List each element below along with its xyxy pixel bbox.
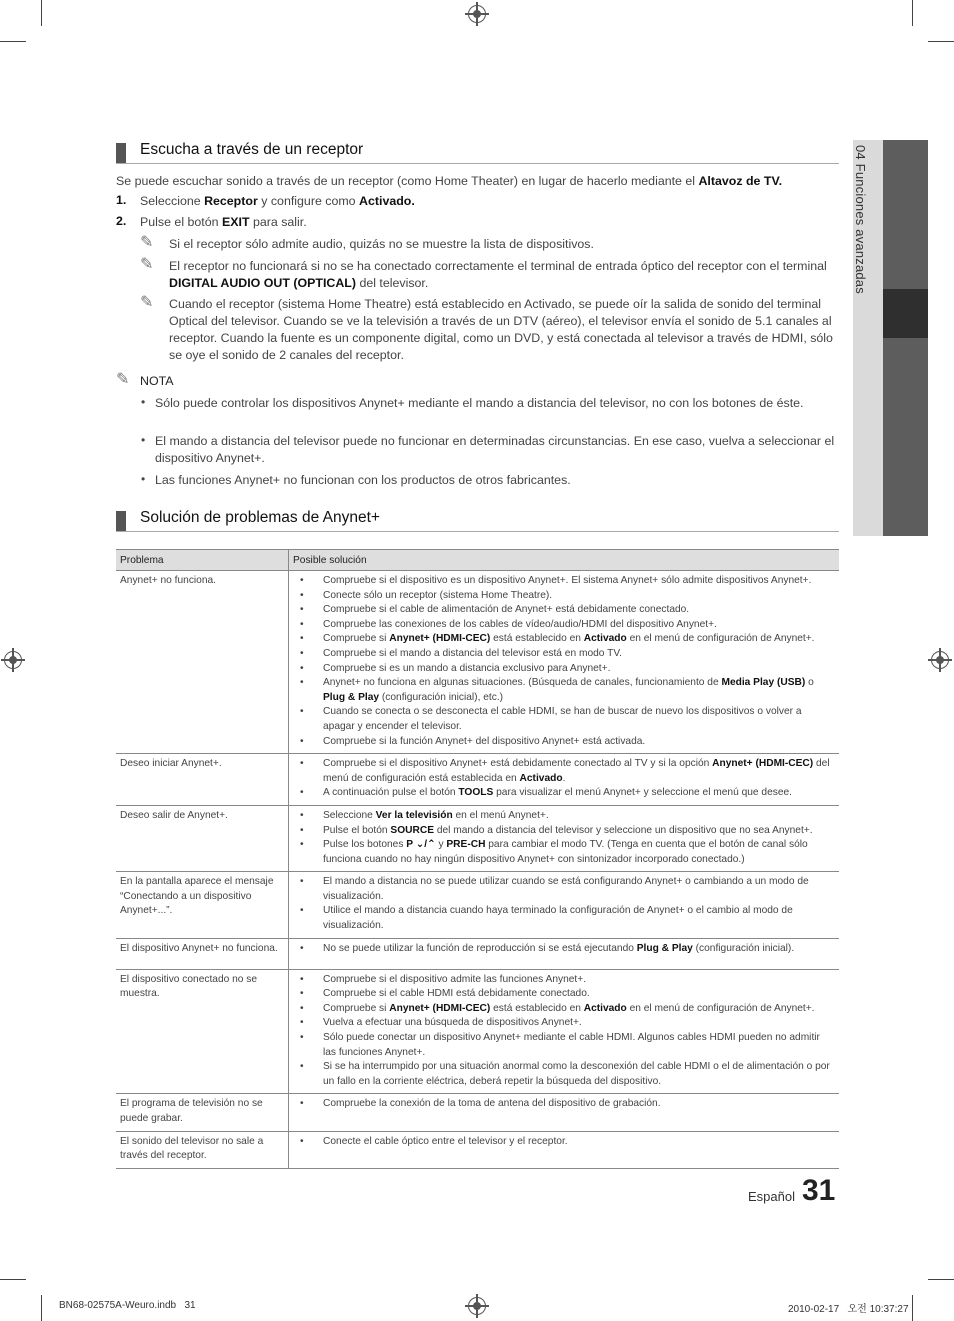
section-heading bbox=[116, 509, 839, 532]
problem-cell: Deseo salir de Anynet+. bbox=[116, 805, 289, 871]
section-title: Solución de problemas de Anynet+ bbox=[140, 509, 380, 526]
problem-cell: El dispositivo Anynet+ no funciona. bbox=[116, 938, 289, 969]
note-pencil-icon: ✎ bbox=[140, 256, 154, 273]
table-row bbox=[116, 969, 839, 1094]
problem-cell: El programa de televisión no se puede grabar. bbox=[116, 1094, 289, 1131]
solution-item: • Compruebe si el cable de alimentación de Anynet+ está debidamente conectado. bbox=[323, 603, 835, 618]
note-text: Si el receptor sólo admite audio, quizás no se muestre la lista de dispositivos. bbox=[169, 237, 594, 251]
solution-item: • Conecte sólo un receptor (sistema Home Theatre). bbox=[323, 589, 835, 604]
solution-cell bbox=[289, 805, 840, 871]
note-text: Cuando el receptor (sistema Home Theatre) está establecido en Activado, se puede oír la salida de sonido del terminal Optical del televisor. Cuando se ve la televisión a través de un DTV (aéreo), el televisor envía el sonido de 5.1 canales al receptor. Cuando la fuente es un componente digital, como un DVD, y está conectada al televisor a través de HDMI, sólo se oye el sonido de 2 canales del receptor. bbox=[169, 297, 833, 362]
heading-bar bbox=[116, 511, 126, 531]
table-row bbox=[116, 1131, 839, 1168]
crop-mark bbox=[0, 1279, 26, 1280]
section-heading bbox=[116, 141, 839, 164]
nota-item: Las funciones Anynet+ no funcionan con los productos de otros fabricantes. bbox=[155, 473, 571, 487]
solution-item: • Cuando se conecta o se desconecta el cable HDMI, se han de buscar de nuevo los dispositivos o volver a apagar y encender el televisor. bbox=[323, 705, 835, 734]
problem-cell: En la pantalla aparece el mensaje “Conectando a un dispositivo Anynet+...”. bbox=[116, 872, 289, 938]
solution-item: • Compruebe si el dispositivo admite las funciones Anynet+. bbox=[323, 973, 835, 988]
solution-item: • Compruebe si el dispositivo es un dispositivo Anynet+. El sistema Anynet+ sólo admite dispositivos Anynet+. bbox=[323, 574, 835, 589]
solution-item: • Si se ha interrumpido por una situación anormal como la desconexión del cable HDMI o el de alimentación o por un fallo en la corriente eléctrica, deberá repetir la búsqueda del dispositivo. bbox=[323, 1060, 835, 1089]
note-text: El receptor no funcionará si no se ha conectado correctamente el terminal de entrada óptico del receptor con el terminal DIGITAL AUDIO OUT (OPTICAL) del televisor. bbox=[169, 259, 827, 290]
chapter-tab-strip bbox=[883, 140, 928, 536]
solution-item: • Compruebe si el mando a distancia del televisor está en modo TV. bbox=[323, 647, 835, 662]
solution-cell bbox=[289, 938, 840, 969]
bullet: • bbox=[141, 472, 146, 486]
solution-cell bbox=[289, 1131, 840, 1168]
table-row bbox=[116, 938, 839, 969]
table-row bbox=[116, 872, 839, 938]
solution-item: • Sólo puede conectar un dispositivo Anynet+ mediante el cable HDMI. Algunos cables HDMI pueden no admitir las funciones Anynet+. bbox=[323, 1031, 835, 1060]
step-text: Seleccione Receptor y configure como Activado. bbox=[140, 194, 415, 208]
troubleshooting-table bbox=[116, 549, 839, 1169]
solution-item: • Pulse los botones P ⌄/⌃ y PRE-CH para cambiar el modo TV. (Tenga en cuenta que el botón de canal sólo funciona cuando no hay ningún dispositivo Anynet+ con sintonizador incorporado conectado.) bbox=[323, 838, 835, 867]
section-title: Escucha a través de un receptor bbox=[140, 141, 364, 158]
solution-item: • Compruebe si Anynet+ (HDMI-CEC) está establecido en Activado en el menú de configuración de Anynet+. bbox=[323, 1002, 835, 1017]
chapter-tab-marker bbox=[883, 289, 928, 338]
crop-mark bbox=[928, 41, 954, 42]
column-header-problem: Problema bbox=[116, 550, 289, 571]
table-row bbox=[116, 805, 839, 871]
table-row bbox=[116, 754, 839, 806]
solution-item: • Compruebe si el dispositivo Anynet+ está debidamente conectado al TV y si la opción Anynet+ (HDMI-CEC) del menú de configuración está establecida en Activado. bbox=[323, 757, 835, 786]
solution-cell bbox=[289, 872, 840, 938]
note-pencil-icon: ✎ bbox=[140, 234, 154, 251]
solution-item: • Utilice el mando a distancia cuando haya terminado la configuración de Anynet+ o el cambio al modo de visualización. bbox=[323, 904, 835, 933]
table-row bbox=[116, 571, 839, 754]
nota-item: El mando a distancia del televisor puede no funcionar en determinadas circunstancias. En ese caso, vuelva a seleccionar el dispositivo Anynet+. bbox=[155, 434, 835, 465]
nota-label: NOTA bbox=[140, 374, 174, 388]
solution-item: • No se puede utilizar la función de reproducción si se está ejecutando Plug & Play (configuración inicial). bbox=[323, 942, 835, 957]
intro-paragraph: Se puede escuchar sonido a través de un receptor (como Home Theater) en lugar de hacerlo mediante el Altavoz de TV. bbox=[116, 174, 783, 188]
table-header-row bbox=[116, 550, 839, 571]
problem-cell: Deseo iniciar Anynet+. bbox=[116, 754, 289, 806]
problem-cell: El sonido del televisor no sale a través del receptor. bbox=[116, 1131, 289, 1168]
crop-mark bbox=[912, 0, 913, 26]
page-number: 31 bbox=[802, 1174, 836, 1207]
bullet: • bbox=[141, 395, 146, 409]
note-pencil-icon: ✎ bbox=[140, 294, 154, 311]
solution-cell bbox=[289, 754, 840, 806]
solution-item: • Anynet+ no funciona en algunas situaciones. (Búsqueda de canales, funcionamiento de Media Play (USB) o Plug & Play (configuración inicial), etc.) bbox=[323, 676, 835, 705]
footer-language: Español bbox=[748, 1189, 795, 1204]
problem-cell: Anynet+ no funciona. bbox=[116, 571, 289, 754]
crop-mark bbox=[0, 41, 26, 42]
solution-cell bbox=[289, 1094, 840, 1131]
solution-item: • Compruebe si la función Anynet+ del dispositivo Anynet+ está activada. bbox=[323, 735, 835, 750]
step-number: 2. bbox=[116, 214, 127, 228]
imprint-file: BN68-02575A-Weuro.indb 31 bbox=[59, 1300, 196, 1311]
registration-mark-icon bbox=[931, 651, 949, 669]
solution-item: • Compruebe si Anynet+ (HDMI-CEC) está establecido en Activado en el menú de configuración de Anynet+. bbox=[323, 632, 835, 647]
solution-item: • Compruebe las conexiones de los cables de vídeo/audio/HDMI del dispositivo Anynet+. bbox=[323, 618, 835, 633]
crop-mark bbox=[41, 1295, 42, 1321]
solution-item: • Compruebe si es un mando a distancia exclusivo para Anynet+. bbox=[323, 662, 835, 677]
step-number: 1. bbox=[116, 193, 127, 207]
solution-cell bbox=[289, 969, 840, 1094]
crop-mark bbox=[912, 1295, 913, 1321]
solution-item: • Vuelva a efectuar una búsqueda de dispositivos Anynet+. bbox=[323, 1016, 835, 1031]
solution-item: • Pulse el botón SOURCE del mando a distancia del televisor y seleccione un dispositivo que no sea Anynet+. bbox=[323, 824, 835, 839]
column-header-solution: Posible solución bbox=[289, 550, 840, 571]
solution-item: • Conecte el cable óptico entre el televisor y el receptor. bbox=[323, 1135, 835, 1150]
registration-mark-icon bbox=[468, 5, 486, 23]
registration-mark-icon bbox=[4, 651, 22, 669]
solution-item: • El mando a distancia no se puede utilizar cuando se está configurando Anynet+ o cambiando a un modo de visualización. bbox=[323, 875, 835, 904]
nota-item: Sólo puede controlar los dispositivos Anynet+ mediante el mando a distancia del televisor, no con los botones de éste. bbox=[155, 396, 804, 410]
chapter-tab-label: 04 Funciones avanzadas bbox=[853, 145, 868, 294]
problem-cell: El dispositivo conectado no se muestra. bbox=[116, 969, 289, 1094]
heading-bar bbox=[116, 143, 126, 163]
imprint-datetime: 2010-02-17 오전 10:37:27 bbox=[788, 1304, 909, 1315]
solution-item: • Compruebe la conexión de la toma de antena del dispositivo de grabación. bbox=[323, 1097, 835, 1112]
solution-item: • A continuación pulse el botón TOOLS para visualizar el menú Anynet+ y seleccione el menú que desee. bbox=[323, 786, 835, 801]
table-row bbox=[116, 1094, 839, 1131]
step-text: Pulse el botón EXIT para salir. bbox=[140, 215, 307, 229]
solution-cell bbox=[289, 571, 840, 754]
note-pencil-icon: ✎ bbox=[116, 371, 130, 388]
crop-mark bbox=[41, 0, 42, 26]
registration-mark-icon bbox=[468, 1297, 486, 1315]
bullet: • bbox=[141, 433, 146, 447]
crop-mark bbox=[928, 1279, 954, 1280]
solution-item: • Compruebe si el cable HDMI está debidamente conectado. bbox=[323, 987, 835, 1002]
solution-item: • Seleccione Ver la televisión en el menú Anynet+. bbox=[323, 809, 835, 824]
